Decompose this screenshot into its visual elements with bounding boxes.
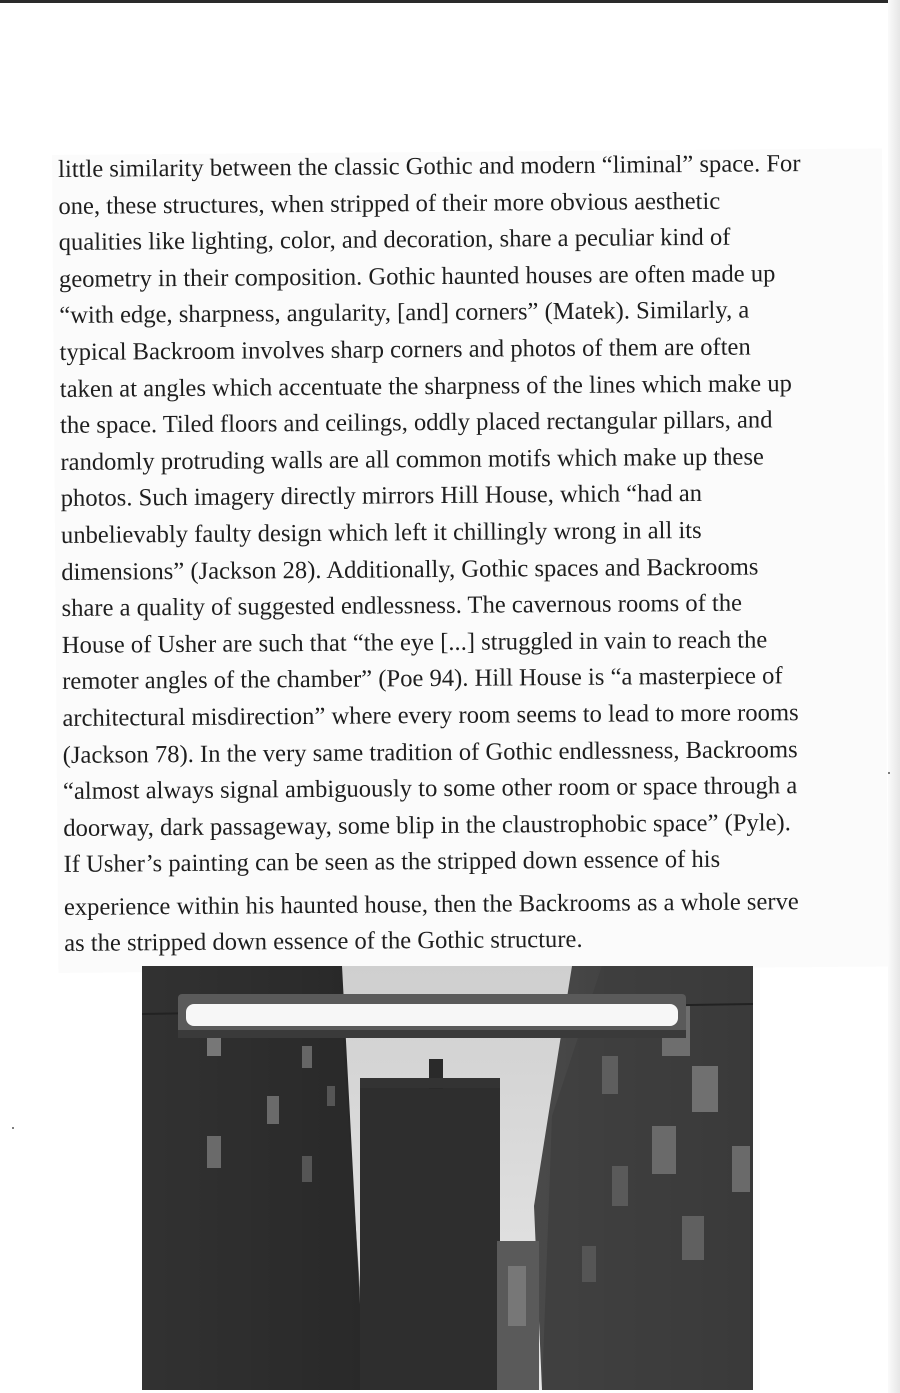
left-window — [327, 1086, 335, 1106]
paragraph-line: If Usher’s painting can be seen as the stripped down essence of his — [63, 846, 721, 879]
far-building-window — [508, 1266, 526, 1326]
scan-speck — [12, 1127, 14, 1129]
paragraph-line: photos. Such imagery directly mirrors Hill House, which “had an — [60, 480, 703, 513]
paragraph-line: (Jackson 78). In the very same tradition of Gothic endlessness, Backrooms — [62, 735, 798, 769]
back-building-roof — [360, 1078, 500, 1088]
paragraph-line: doorway, dark passageway, some blip in the claustrophobic space” (Pyle). — [63, 809, 791, 842]
pasted-text-paragraph — [52, 148, 888, 972]
paragraph-line: randomly protruding walls are all common motifs which make up these — [60, 443, 764, 476]
paragraph-line: dimensions” (Jackson 28). Additionally, Gothic spaces and Backrooms — [61, 553, 759, 586]
paragraph-line: “with edge, sharpness, angularity, [and] corners” (Matek). Similarly, a — [59, 296, 750, 330]
paragraph-line: qualities like lighting, color, and decoration, share a peculiar kind of — [58, 223, 731, 257]
scan-speck — [888, 772, 890, 774]
fluorescent-lamp-tube — [186, 1004, 678, 1026]
backrooms-courtyard-photo — [142, 966, 753, 1390]
right-window — [612, 1166, 628, 1206]
left-window — [302, 1156, 312, 1182]
paragraph-line: unbelievably faulty design which left it chillingly wrong in all its — [60, 516, 702, 549]
scan-edge-top — [0, 0, 900, 3]
paragraph-line: the space. Tiled floors and ceilings, oddly placed rectangular pillars, and — [60, 406, 773, 440]
right-window — [682, 1216, 704, 1260]
left-window — [302, 1046, 312, 1068]
fluorescent-lamp-shadow — [178, 1030, 686, 1038]
paragraph-line: experience within his haunted house, then the Backrooms as a whole serve — [63, 888, 799, 921]
paragraph-line: one, these structures, when stripped of their more obvious aesthetic — [58, 187, 721, 220]
paragraph-line: share a quality of suggested endlessness. The cavernous rooms of the — [61, 589, 743, 623]
right-window — [652, 1126, 676, 1174]
paragraph-line: typical Backroom involves sharp corners and photos of them are often — [59, 333, 751, 366]
paragraph-line: as the stripped down essence of the Gothic structure. — [64, 925, 583, 957]
paragraph-line: architectural misdirection” where every room seems to lead to more rooms — [62, 699, 799, 732]
left-window — [207, 1136, 221, 1168]
paragraph-line: taken at angles which accentuate the sharpness of the lines which make up — [59, 369, 793, 403]
right-window — [692, 1066, 718, 1112]
left-window — [267, 1096, 279, 1124]
paragraph-line: little similarity between the classic Gothic and modern “liminal” space. For — [58, 150, 801, 183]
paragraph-line: “almost always signal ambiguously to some other room or space through a — [62, 772, 798, 806]
right-window — [602, 1056, 618, 1094]
scan-edge-right — [888, 0, 900, 1393]
paragraph-line: geometry in their composition. Gothic haunted houses are often made up — [58, 260, 776, 293]
right-window — [732, 1146, 750, 1192]
right-window — [582, 1246, 596, 1282]
back-building — [360, 1086, 500, 1390]
paragraph-line: remoter angles of the chamber” (Poe 94). Hill House is “a masterpiece of — [62, 662, 783, 696]
paragraph-line: House of Usher are such that “the eye [...] struggled in vain to reach the — [61, 626, 768, 659]
